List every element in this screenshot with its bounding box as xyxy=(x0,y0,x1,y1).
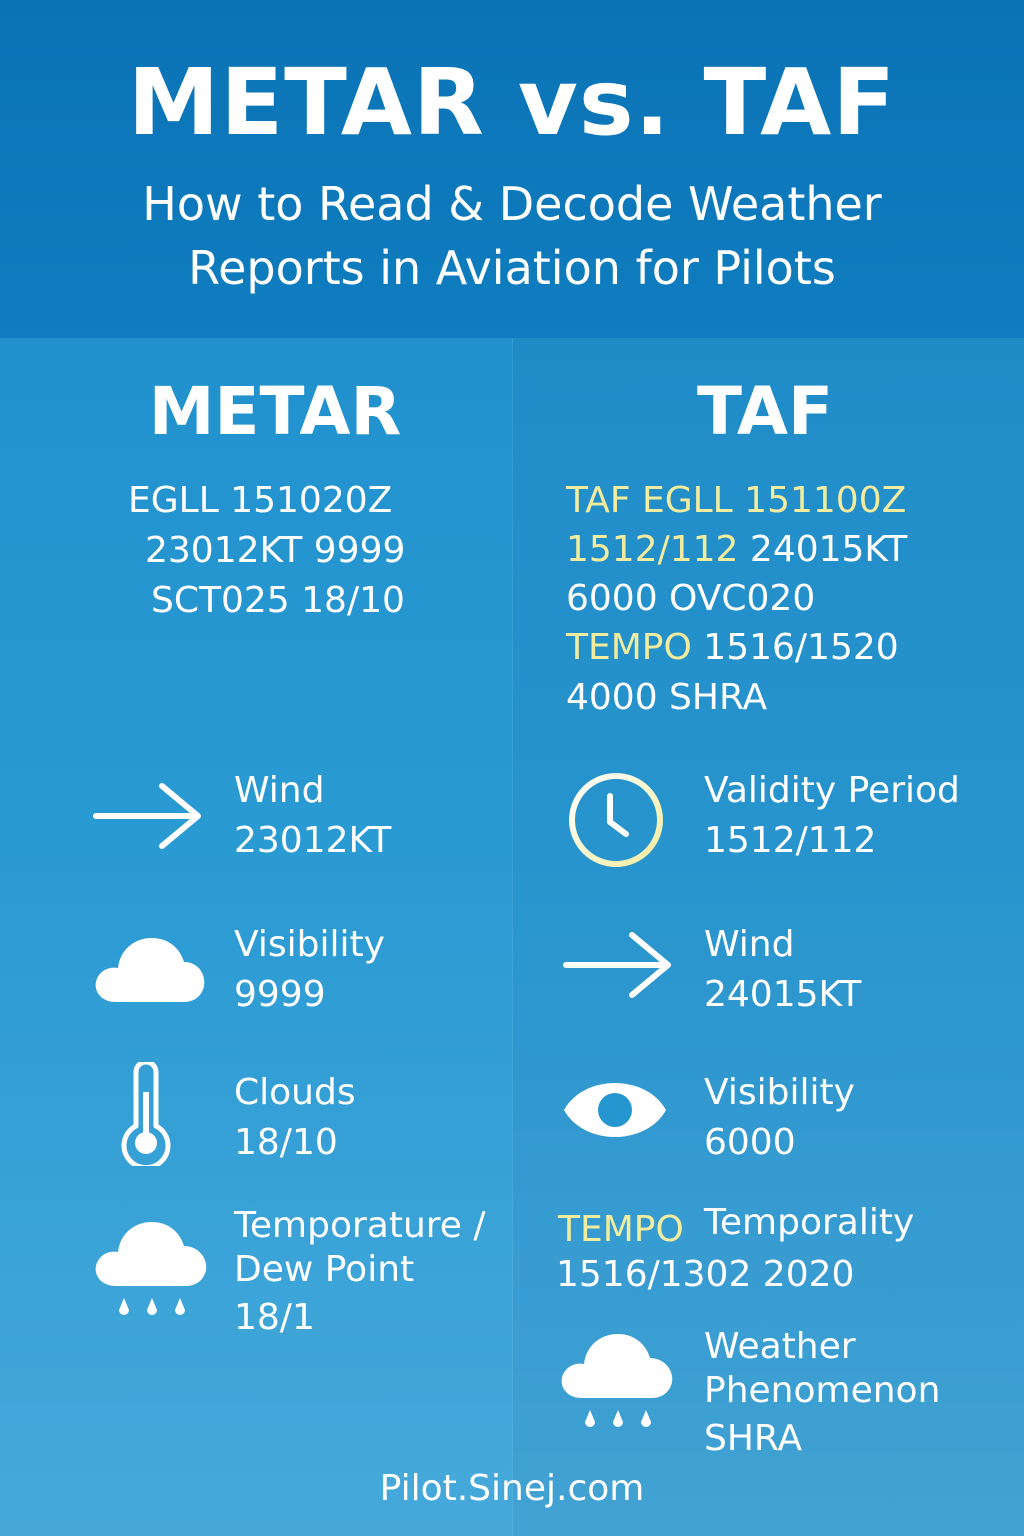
metar-temp-label-line-2: Dew Point xyxy=(234,1249,415,1290)
taf-weather-value: SHRA xyxy=(704,1418,803,1459)
thermometer-icon xyxy=(118,1062,174,1166)
taf-code-line-5: 4000 SHRA xyxy=(566,677,768,718)
metar-code-line-1: EGLL 151020Z xyxy=(128,480,393,521)
taf-tempo-tag: TEMPO xyxy=(558,1209,684,1250)
taf-code-line-1: TAF EGLL 151100Z xyxy=(566,480,907,521)
subtitle-line-1: How to Read & Decode Weather xyxy=(142,177,882,231)
clock-icon xyxy=(566,770,666,870)
taf-wind-value: 24015KT xyxy=(704,974,862,1015)
metar-clouds-value: 18/10 xyxy=(234,1122,338,1163)
metar-temp-label-line-1: Temporature / xyxy=(234,1205,486,1246)
taf-heading: TAF xyxy=(696,373,834,450)
arrow-right-icon xyxy=(562,931,678,999)
taf-code-line-3: 6000 OVC020 xyxy=(566,578,816,619)
page-subtitle xyxy=(0,172,1024,300)
metar-wind-label: Wind xyxy=(234,770,325,811)
rain-cloud-icon xyxy=(560,1330,676,1434)
taf-validity-value: 1512/112 xyxy=(704,820,877,861)
taf-temporality-value: 1516/1302 2020 xyxy=(556,1254,855,1295)
taf-temporality-label: Temporality xyxy=(704,1202,915,1243)
cloud-icon xyxy=(94,932,206,1004)
metar-clouds-label: Clouds xyxy=(234,1072,356,1113)
taf-code-line-2 xyxy=(566,525,907,575)
subtitle-line-2: Reports in Aviation for Pilots xyxy=(188,241,836,295)
taf-code-tempo-period: 1516/1520 xyxy=(691,627,899,668)
taf-code-tempo: TEMPO xyxy=(566,627,692,668)
taf-validity-label: Validity Period xyxy=(704,770,960,811)
metar-code-line-2: 23012KT 9999 xyxy=(145,530,406,571)
eye-icon xyxy=(562,1078,668,1142)
column-divider xyxy=(512,338,513,1536)
footer-site-link[interactable]: Pilot.Sinej.com xyxy=(379,1468,645,1509)
metar-temp-value: 18/1 xyxy=(234,1297,315,1338)
taf-code-wind: 24015KT xyxy=(738,529,908,570)
metar-heading: METAR xyxy=(148,373,402,450)
taf-code-validity: 1512/112 xyxy=(566,529,739,570)
taf-weather-label-line-2: Phenomenon xyxy=(704,1370,941,1411)
arrow-right-icon xyxy=(92,782,208,850)
taf-visibility-value: 6000 xyxy=(704,1122,796,1163)
metar-visibility-label: Visibility xyxy=(234,924,385,965)
page-title: METAR vs. TAF xyxy=(127,49,897,156)
taf-weather-label-line-1: Weather xyxy=(704,1326,856,1367)
taf-visibility-label: Visibility xyxy=(704,1072,855,1113)
taf-wind-label: Wind xyxy=(704,924,795,965)
header-banner xyxy=(0,0,1024,338)
metar-code-line-3: SCT025 18/10 xyxy=(151,580,405,621)
metar-visibility-value: 9999 xyxy=(234,974,326,1015)
metar-wind-value: 23012KT xyxy=(234,820,392,861)
rain-cloud-icon xyxy=(94,1218,210,1322)
taf-code-line-4 xyxy=(566,623,899,673)
